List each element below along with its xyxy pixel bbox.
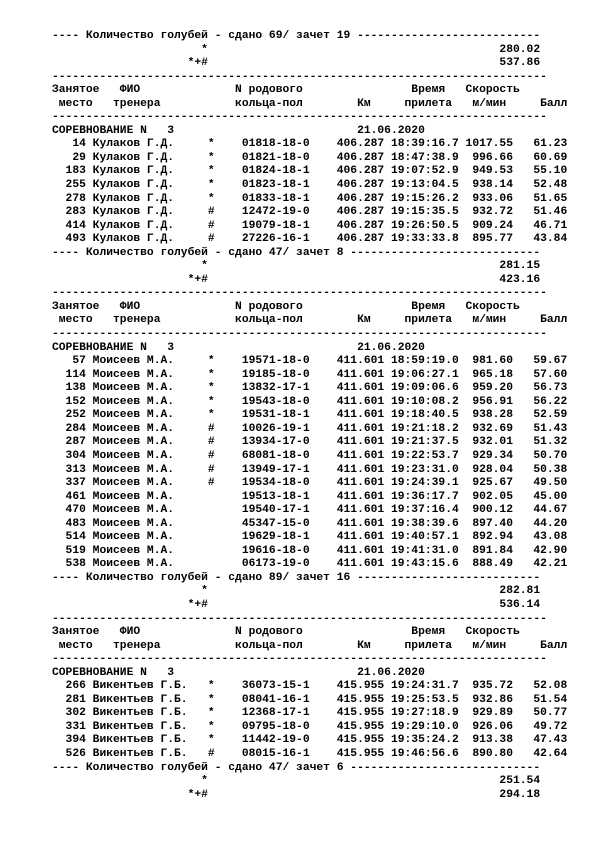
report-line: ---- Количество голубей - сдано 89/ зачет 16 --------------------------- — [52, 571, 541, 584]
report-line: СОРЕВНОВАНИЕ N 3 21.06.2020 — [52, 341, 425, 354]
report-line: 493 Кулаков Г.Д. # 27226-16-1 406.287 19:33:33.8 895.77 43.84 — [52, 233, 568, 246]
report-line: 114 Моисеев М.А. * 19185-18-0 411.601 19:06:27.1 965.18 57.60 — [52, 368, 568, 381]
report-line: 526 Викентьев Г.Б. # 08015-16-1 415.955 19:46:56.6 890.80 42.64 — [52, 747, 568, 760]
report-line: 483 Моисеев М.А. 45347-15-0 411.601 19:38:39.6 897.40 44.20 — [52, 517, 568, 530]
report-line: *+# 294.18 — [52, 788, 541, 801]
report-line: 14 Кулаков Г.Д. * 01818-18-0 406.287 18:39:16.7 1017.55 61.23 — [52, 138, 568, 151]
report-line: 138 Моисеев М.А. * 13832-17-1 411.601 19:09:06.6 959.20 56.73 — [52, 382, 568, 395]
report-line: Занятое ФИО N родового Время Скорость — [52, 626, 520, 639]
report-line: *+# 423.16 — [52, 273, 541, 286]
report-line: 394 Викентьев Г.Б. * 11442-19-0 415.955 19:35:24.2 913.38 47.43 — [52, 734, 568, 747]
report-line: место тренера кольца-пол Км прилета м/мин Балл — [52, 639, 568, 652]
report-line: 283 Кулаков Г.Д. # 12472-19-0 406.287 19:15:35.5 932.72 51.46 — [52, 206, 568, 219]
report-line: 414 Кулаков Г.Д. # 19079-18-1 406.287 19:26:50.5 909.24 46.71 — [52, 219, 568, 232]
report-line: 304 Моисеев М.А. # 68081-18-0 411.601 19:22:53.7 929.34 50.70 — [52, 449, 568, 462]
report-line: 461 Моисеев М.А. 19513-18-1 411.601 19:36:17.7 902.05 45.00 — [52, 490, 568, 503]
report-line: ------------------------------------------------------------------------- — [52, 287, 547, 300]
report-line: 302 Викентьев Г.Б. * 12368-17-1 415.955 19:27:18.9 929.89 50.77 — [52, 707, 568, 720]
report-line: 470 Моисеев М.А. 19540-17-1 411.601 19:37:16.4 900.12 44.67 — [52, 504, 568, 517]
report-line: 255 Кулаков Г.Д. * 01823-18-1 406.287 19:13:04.5 938.14 52.48 — [52, 179, 568, 192]
report-line: ------------------------------------------------------------------------- — [52, 70, 547, 83]
report-line: * 282.81 — [52, 585, 541, 598]
report-line: 252 Моисеев М.А. * 19531-18-1 411.601 19:18:40.5 938.28 52.59 — [52, 409, 568, 422]
report-line: ---- Количество голубей - сдано 47/ зачет 6 ---------------------------- — [52, 761, 541, 774]
report-line: ------------------------------------------------------------------------- — [52, 653, 547, 666]
report-line: ------------------------------------------------------------------------- — [52, 328, 547, 341]
report-line: ------------------------------------------------------------------------- — [52, 612, 547, 625]
report-line: 278 Кулаков Г.Д. * 01833-18-1 406.287 19:15:26.2 933.06 51.65 — [52, 192, 568, 205]
report-line: 519 Моисеев М.А. 19616-18-0 411.601 19:41:31.0 891.84 42.90 — [52, 544, 568, 557]
report-line: 514 Моисеев М.А. 19629-18-1 411.601 19:40:57.1 892.94 43.08 — [52, 531, 568, 544]
report-line: *+# 537.86 — [52, 57, 541, 70]
report-line: 266 Викентьев Г.Б. * 36073-15-1 415.955 19:24:31.7 935.72 52.08 — [52, 680, 568, 693]
report-line: 284 Моисеев М.А. # 10026-19-1 411.601 19:21:18.2 932.69 51.43 — [52, 422, 568, 435]
report-line: * 251.54 — [52, 775, 541, 788]
report-line: 183 Кулаков Г.Д. * 01824-18-1 406.287 19:07:52.9 949.53 55.10 — [52, 165, 568, 178]
report-line: *+# 536.14 — [52, 598, 541, 611]
report-line: 331 Викентьев Г.Б. * 09795-18-0 415.955 19:29:10.0 926.06 49.72 — [52, 720, 568, 733]
report-line: 281 Викентьев Г.Б. * 08041-16-1 415.955 19:25:53.5 932.86 51.54 — [52, 693, 568, 706]
report-line: * 280.02 — [52, 43, 541, 56]
report-line: 337 Моисеев М.А. # 19534-18-0 411.601 19:24:39.1 925.67 49.50 — [52, 477, 568, 490]
report-line: СОРЕВНОВАНИЕ N 3 21.06.2020 — [52, 124, 425, 137]
report-line: ---- Количество голубей - сдано 69/ зачет 19 --------------------------- — [52, 30, 541, 42]
report-line: Занятое ФИО N родового Время Скорость — [52, 300, 520, 313]
report-line: СОРЕВНОВАНИЕ N 3 21.06.2020 — [52, 666, 425, 679]
report-line: 287 Моисеев М.А. # 13934-17-0 411.601 19:21:37.5 932.01 51.32 — [52, 436, 568, 449]
report-line: 152 Моисеев М.А. * 19543-18-0 411.601 19:10:08.2 956.91 56.22 — [52, 395, 568, 408]
report-line: * 281.15 — [52, 260, 541, 273]
report-line: ------------------------------------------------------------------------- — [52, 111, 547, 124]
report-line: 538 Моисеев М.А. 06173-19-0 411.601 19:43:15.6 888.49 42.21 — [52, 558, 568, 571]
report-line: 313 Моисеев М.А. # 13949-17-1 411.601 19:23:31.0 928.04 50.38 — [52, 463, 568, 476]
report-line: 57 Моисеев М.А. * 19571-18-0 411.601 18:59:19.0 981.60 59.67 — [52, 355, 568, 368]
report-line: ---- Количество голубей - сдано 47/ зачет 8 ---------------------------- — [52, 246, 541, 259]
report-line: место тренера кольца-пол Км прилета м/мин Балл — [52, 314, 568, 327]
report-line: Занятое ФИО N родового Время Скорость — [52, 84, 520, 97]
report-line: место тренера кольца-пол Км прилета м/мин Балл — [52, 97, 568, 110]
report-line: 29 Кулаков Г.Д. * 01821-18-0 406.287 18:47:38.9 996.66 60.69 — [52, 151, 568, 164]
